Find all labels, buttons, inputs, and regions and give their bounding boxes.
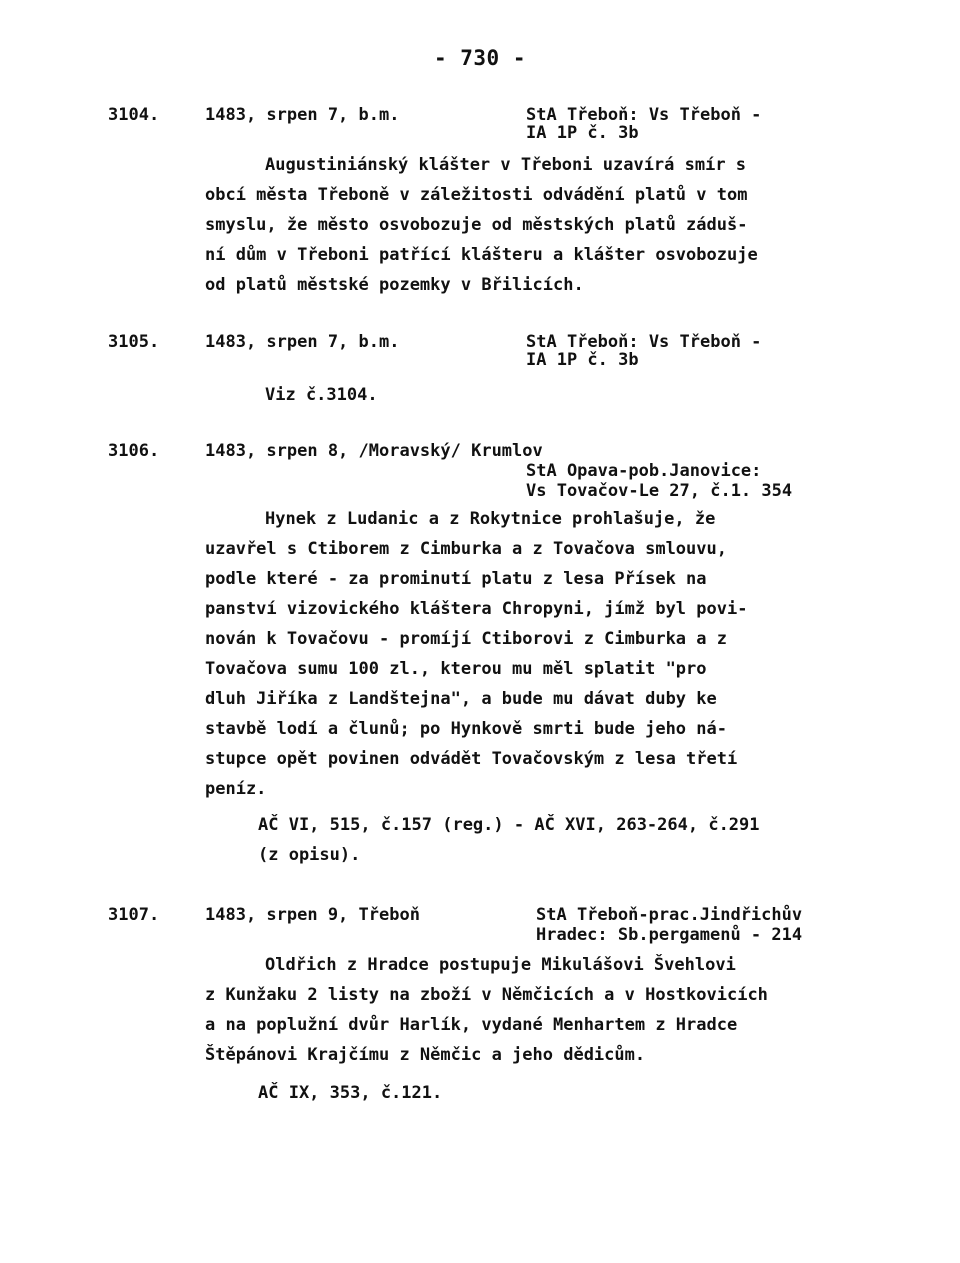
entry-text	[205, 950, 855, 1070]
entry-number: 3104.	[108, 105, 160, 125]
entry-archive-line: Vs Tovačov-Le 27, č.1. 354	[526, 481, 793, 501]
text-line: peníz.	[205, 779, 267, 799]
entry-date: 1483, srpen 7, b.m.	[205, 332, 400, 352]
entry-text	[205, 504, 855, 804]
entry-date: 1483, srpen 8, /Moravský/ Krumlov	[205, 441, 543, 461]
reference-line: (z opisu).	[258, 845, 361, 865]
text-line: Viz č.3104.	[265, 385, 378, 405]
text-line: Oldřich z Hradce postupuje Mikulášovi Švehlovi	[265, 955, 736, 975]
text-line: smyslu, že město osvobozuje od městských platů záduš-	[205, 215, 748, 235]
reference-line: AČ VI, 515, č.157 (reg.) - AČ XVI, 263-264, č.291	[258, 815, 760, 835]
entry-text	[205, 380, 855, 410]
entry-archive-line: StA Opava-pob.Janovice:	[526, 461, 762, 481]
entry-text	[205, 150, 855, 300]
entry-archive-line: StA Třeboň: Vs Třeboň -	[526, 332, 762, 352]
text-line: stupce opět povinen odvádět Tovačovským z lesa třetí	[205, 749, 738, 769]
text-line: uzavřel s Ctiborem z Cimburka a z Tovačova smlouvu,	[205, 539, 727, 559]
entry-archive-line: IA 1P č. 3b	[526, 350, 639, 370]
entry-number: 3106.	[108, 441, 160, 461]
entry-number: 3105.	[108, 332, 160, 352]
text-line: nován k Tovačovu - promíjí Ctiborovi z Cimburka a z	[205, 629, 727, 649]
text-line: ní dům v Třeboni patřící klášteru a klášter osvobozuje	[205, 245, 758, 265]
entry-archive-line: Hradec: Sb.pergamenů - 214	[536, 925, 803, 945]
text-line: panství vizovického kláštera Chropyni, jímž byl povi-	[205, 599, 748, 619]
text-line: Tovačova sumu 100 zl., kterou mu měl splatit "pro	[205, 659, 707, 679]
page-number: - 730 -	[433, 46, 526, 70]
entry-archive-line: StA Třeboň-prac.Jindřichův	[536, 905, 803, 925]
text-line: dluh Jiříka z Landštejna", a bude mu dávat duby ke	[205, 689, 717, 709]
entry-archive-line: IA 1P č. 3b	[526, 123, 639, 143]
text-line: a na poplužní dvůr Harlík, vydané Menhartem z Hradce	[205, 1015, 738, 1035]
entry-archive-line: StA Třeboň: Vs Třeboň -	[526, 105, 762, 125]
entry-number: 3107.	[108, 905, 160, 925]
reference-line: AČ IX, 353, č.121.	[258, 1083, 443, 1103]
text-line: stavbě lodí a člunů; po Hynkově smrti bude jeho ná-	[205, 719, 727, 739]
entry-references	[205, 1078, 855, 1108]
text-line: Hynek z Ludanic a z Rokytnice prohlašuje, že	[265, 509, 716, 529]
text-line: obcí města Třeboně v záležitosti odvádění platů v tom	[205, 185, 748, 205]
entry-date: 1483, srpen 9, Třeboň	[205, 905, 420, 925]
text-line: podle které - za prominutí platu z lesa Přísek na	[205, 569, 707, 589]
entry-references	[205, 810, 855, 870]
entry-date: 1483, srpen 7, b.m.	[205, 105, 400, 125]
text-line: od platů městské pozemky v Břilicích.	[205, 275, 584, 295]
text-line: z Kunžaku 2 listy na zboží v Němčicích a v Hostkovicích	[205, 985, 768, 1005]
text-line: Štěpánovi Krajčímu z Němčic a jeho dědicům.	[205, 1045, 646, 1065]
text-line: Augustiniánský klášter v Třeboni uzavírá smír s	[265, 155, 747, 175]
